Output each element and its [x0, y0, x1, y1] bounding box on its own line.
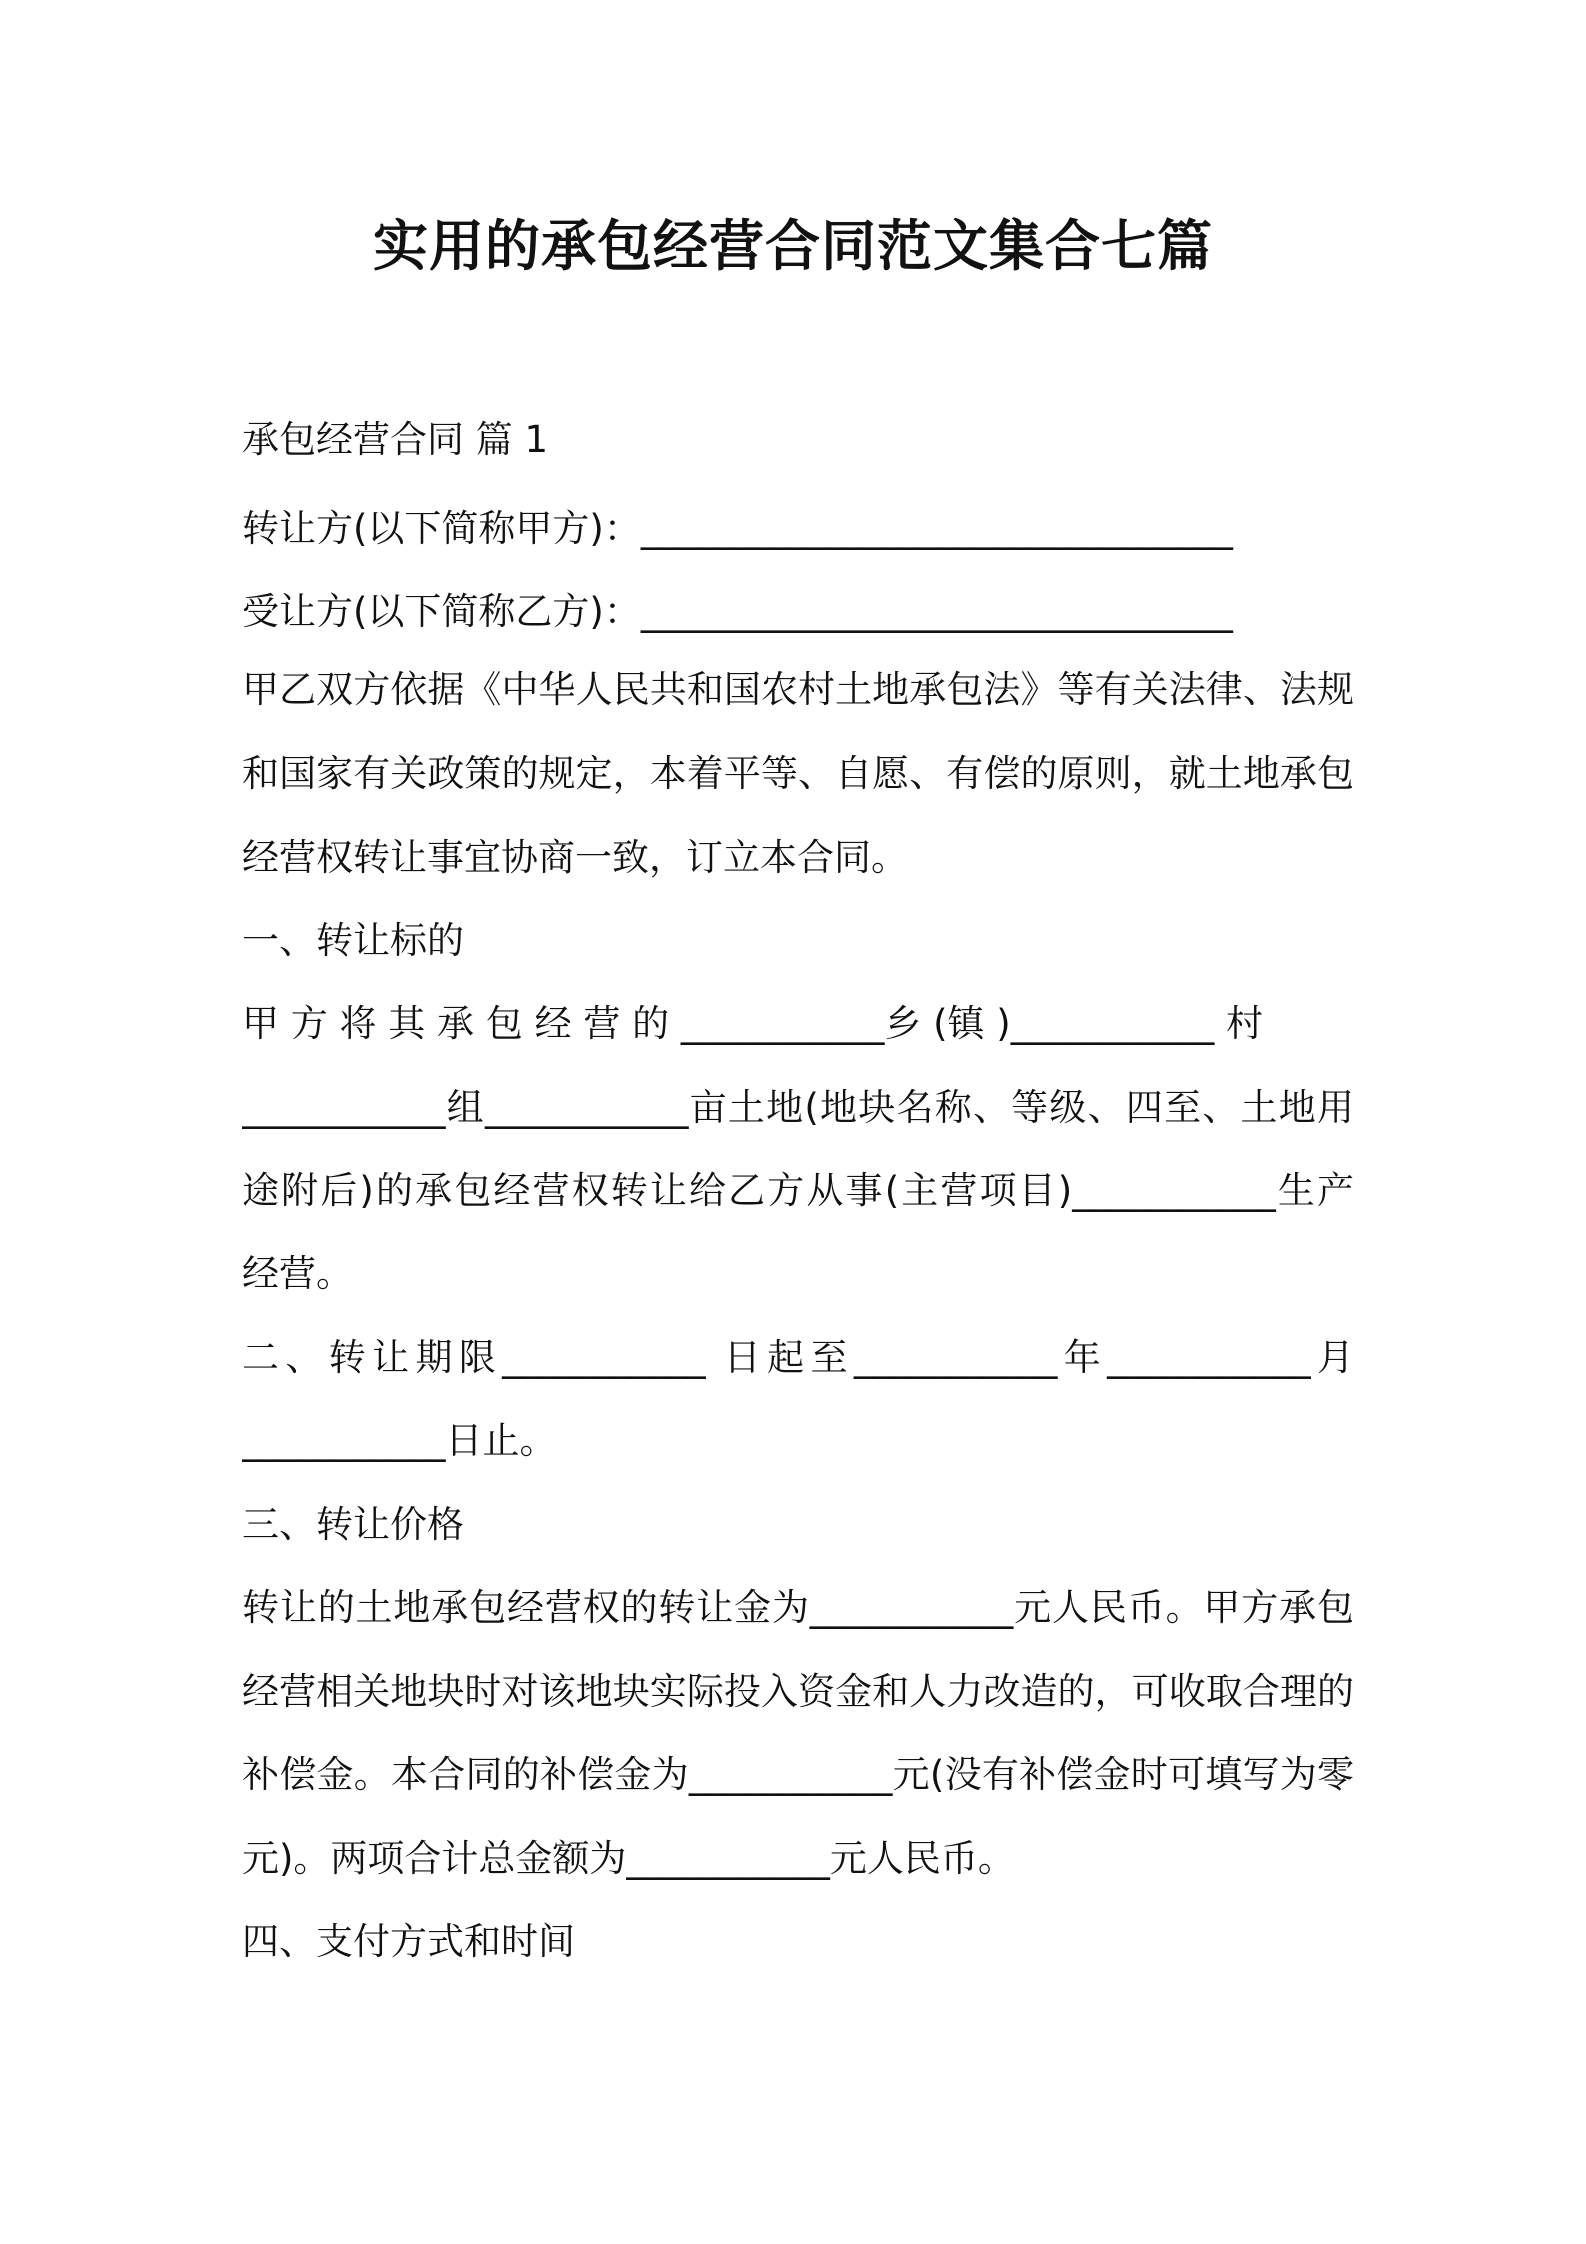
paragraph-line: 转让的土地承包经营权的转让金为___________元人民币。甲方承包: [242, 1586, 1354, 1629]
section-heading: 四、支付方式和时间: [242, 1920, 575, 1963]
section-heading-part-1: 承包经营合同 篇 1: [242, 418, 549, 461]
section-heading-term: 二、转让期限___________ 日起至___________年___________月: [242, 1336, 1354, 1379]
paragraph-line: ___________日止。: [242, 1419, 557, 1462]
transferee-field: 受让方(以下简称乙方)：________________________________: [242, 590, 1233, 633]
paragraph-line: 途附后)的承包经营权转让给乙方从事(主营项目)___________生产: [242, 1169, 1354, 1212]
paragraph-line: 甲乙双方依据《中华人民共和国农村土地承包法》等有关法律、法规: [242, 668, 1354, 711]
section-heading: 一、转让标的: [242, 919, 464, 962]
paragraph-line: 经营相关地块时对该地块实际投入资金和人力改造的，可收取合理的: [242, 1670, 1354, 1713]
paragraph-line: ___________组___________亩土地(地块名称、等级、四至、土地用: [242, 1086, 1354, 1129]
paragraph-line: 元)。两项合计总金额为___________元人民币。: [242, 1837, 1015, 1880]
transferor-field: 转让方(以下简称甲方)：________________________________: [242, 507, 1233, 550]
paragraph-line: 补偿金。本合同的补偿金为___________元(没有补偿金时可填写为零: [242, 1753, 1354, 1796]
paragraph-line: 经营。: [242, 1252, 353, 1295]
paragraph-line: 甲 方 将 其 承 包 经 营 的 ___________乡 (镇 )___________ 村: [242, 1002, 1264, 1045]
document-title: 实用的承包经营合同范文集合七篇: [372, 214, 1213, 278]
paragraph-line: 经营权转让事宜协商一致，订立本合同。: [242, 836, 908, 879]
paragraph-line: 和国家有关政策的规定，本着平等、自愿、有偿的原则，就土地承包: [242, 752, 1354, 795]
section-heading: 三、转让价格: [242, 1503, 464, 1546]
